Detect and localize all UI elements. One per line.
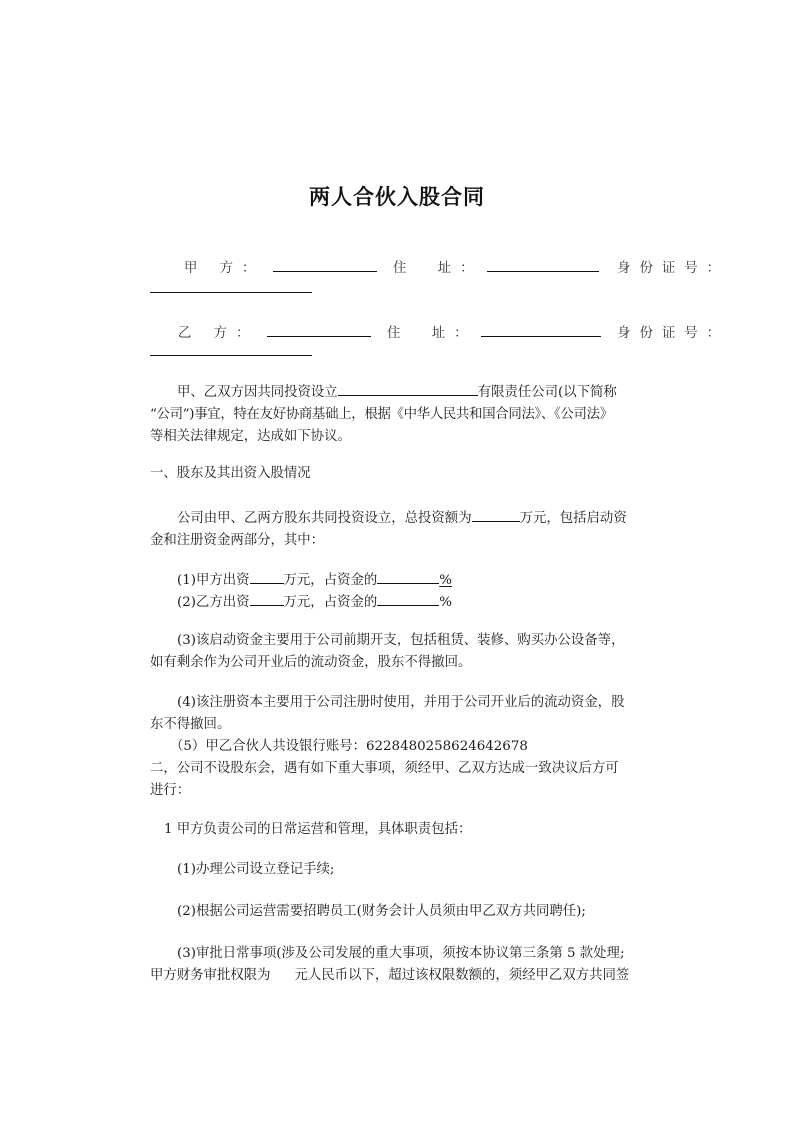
party-b-percent-blank[interactable]: [377, 591, 439, 606]
item3-line-2: 如有剩余作为公司开业后的流动资金，股东不得撤回。: [150, 655, 472, 670]
contribution-item-a: [150, 569, 655, 591]
duty-3-line-1: (3)审批日常事项(涉及公司发展的重大事项，须按本协议第三条第 5 款处理;: [177, 946, 625, 961]
party-b-address-blank[interactable]: [481, 322, 601, 337]
item-4-paragraph: [150, 692, 655, 758]
preamble-text-1: 甲、乙双方因共同投资设立: [177, 385, 338, 400]
item3-line-1: (3)该启动资金主要用于公司前期开支，包括租赁、装修、购买办公设备等，: [177, 633, 625, 648]
duty-1-text: (1)办理公司设立登记手续;: [177, 862, 335, 877]
party-b-address-label: 住 址：: [386, 326, 477, 341]
section-1-intro: [150, 507, 655, 552]
party-a-address-blank[interactable]: [487, 257, 599, 272]
party-b-amount-blank[interactable]: [250, 591, 284, 606]
intro-text-1: 公司由甲、乙两方股东共同投资设立，总投资额为: [177, 511, 472, 526]
duty-2: [150, 901, 655, 923]
party-a-id-label: 身份证号：: [617, 261, 730, 276]
party-a-name-label: 甲 方：: [184, 261, 265, 276]
contribution-item-b: [150, 591, 655, 613]
party-b-name-blank[interactable]: [267, 322, 371, 337]
duty-1: [150, 859, 655, 881]
item-3-paragraph: [150, 630, 655, 674]
item1-middle: 万元，占资金的: [283, 573, 378, 588]
contribution-list: [150, 569, 655, 613]
party-a-name-blank[interactable]: [273, 257, 377, 272]
item2-label: (2)乙方出资: [177, 595, 250, 610]
item1-percent-sign: %: [439, 573, 452, 588]
preamble-text-2: 有限责任公司(以下简称: [477, 385, 617, 400]
party-a-percent-blank[interactable]: [377, 569, 439, 584]
party-b-id-blank[interactable]: [150, 355, 312, 356]
document-title: 两人合伙入股合同: [309, 184, 485, 209]
item1-label: (1)甲方出资: [177, 573, 250, 588]
duty-3-line-2a: 甲方财务审批权限为: [150, 968, 271, 983]
duty-3: [150, 943, 655, 987]
total-investment-blank[interactable]: [472, 507, 520, 522]
bank-account-line: （5）甲乙合伙人共设银行账号：6228480258624642678: [170, 739, 528, 754]
party-b-row: [178, 322, 730, 344]
intro-text-2: 万元，包括启动资: [519, 511, 627, 526]
intro-line-2: 金和注册资金两部分，其中：: [150, 533, 325, 548]
party-a-id-blank[interactable]: [150, 292, 312, 293]
party-b-name-label: 乙 方：: [178, 326, 259, 341]
item2-middle: 万元，占资金的: [283, 595, 378, 610]
section-1-heading: 一、股东及其出资入股情况: [150, 466, 311, 481]
item4-line-2: 东不得撤回。: [150, 717, 231, 732]
party-a-address-label: 住 址：: [392, 261, 483, 276]
preamble-line-3: 等相关法律规定，达成如下协议。: [150, 429, 351, 444]
party-b-id-label: 身份证号：: [617, 326, 730, 341]
preamble-line-2: “公司”)事宜，特在友好协商基础上，根据《中华人民共和国合同法》、《公司法》: [150, 407, 613, 422]
duty-2-text: (2)根据公司运营需要招聘员工(财务会计人员须由甲乙双方共同聘任);: [177, 904, 586, 919]
party-a-row: [184, 257, 730, 279]
party-a-amount-blank[interactable]: [250, 569, 284, 584]
section2-line-1: 二，公司不设股东会，遇有如下重大事项，须经甲、乙双方达成一致决议后方可: [150, 761, 619, 776]
section-2-heading: [150, 758, 655, 802]
item4-line-1: (4)该注册资本主要用于公司注册时使用，并用于公司开业后的流动资金，股: [177, 695, 625, 710]
section-2-sub-1: 1 甲方负责公司的日常运营和管理，具体职责包括：: [164, 822, 472, 837]
item2-percent-sign: %: [439, 595, 452, 610]
duty-3-line-2b: 元人民币以下，超过该权限数额的，须经甲乙双方共同签: [294, 968, 630, 983]
preamble-paragraph: [150, 381, 655, 448]
section2-line-2: 进行：: [150, 783, 191, 798]
company-name-blank[interactable]: [338, 381, 478, 396]
